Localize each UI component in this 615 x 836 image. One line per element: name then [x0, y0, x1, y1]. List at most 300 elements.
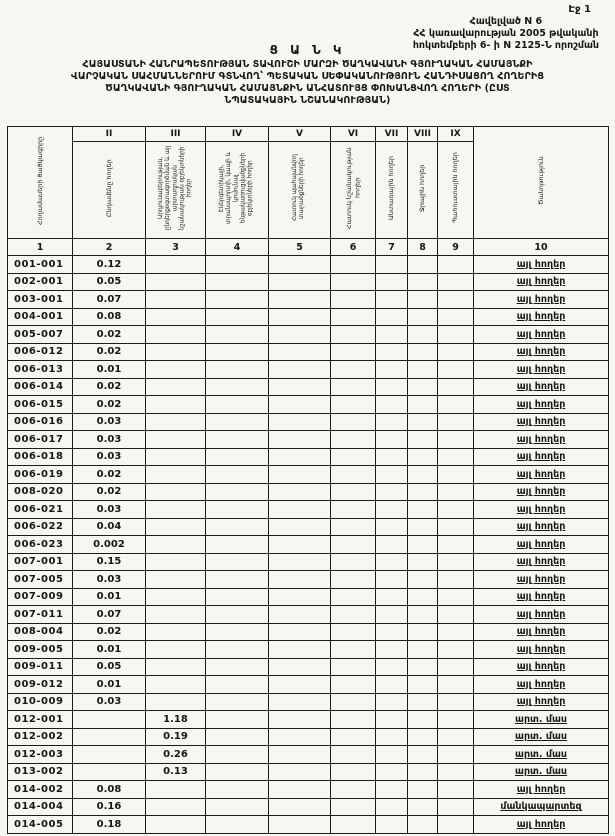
cell-reserve	[438, 343, 474, 361]
header-label-energy: Էներգետիկայի, տրանսպորտի, կապի և կոմունալ ենթակառուցվածքների օբյեկտների հողեր	[219, 151, 254, 225]
cell-forest	[376, 273, 408, 291]
cell-water	[408, 413, 438, 431]
table-row	[8, 763, 609, 781]
cell-energy	[206, 781, 269, 799]
table-row	[8, 641, 609, 659]
cell-energy	[206, 676, 269, 694]
cell-forest	[376, 308, 408, 326]
cell-water	[408, 396, 438, 414]
cell-protected	[269, 676, 331, 694]
cell-protected	[269, 518, 331, 536]
table-row	[8, 623, 609, 641]
cell-energy	[206, 501, 269, 519]
cell-note: արտ. մաս	[474, 711, 609, 729]
cell-protected	[269, 816, 331, 834]
cell-forest	[376, 431, 408, 449]
table-row	[8, 588, 609, 606]
header-cell-protected	[269, 142, 331, 239]
cell-special	[331, 798, 376, 816]
header-cell-total	[73, 142, 146, 239]
cell-total: 0.01	[73, 588, 146, 606]
cell-total: 0.03	[73, 693, 146, 711]
cell-note: այլ հողեր	[474, 431, 609, 449]
cell-forest	[376, 396, 408, 414]
table-row	[8, 273, 609, 291]
cell-industrial	[146, 553, 206, 571]
cell-note: այլ հողեր	[474, 448, 609, 466]
cell-special	[331, 746, 376, 764]
cell-energy	[206, 431, 269, 449]
cell-note: այլ հողեր	[474, 378, 609, 396]
cell-protected	[269, 746, 331, 764]
cell-code: 006-021	[8, 501, 73, 519]
cell-protected	[269, 291, 331, 309]
cell-special	[331, 571, 376, 589]
table-row	[8, 256, 609, 274]
cell-protected	[269, 641, 331, 659]
cell-protected	[269, 536, 331, 554]
cell-total: 0.01	[73, 641, 146, 659]
cell-total: 0.08	[73, 781, 146, 799]
cell-total: 0.002	[73, 536, 146, 554]
cell-forest	[376, 518, 408, 536]
cell-reserve	[438, 728, 474, 746]
cell-water	[408, 658, 438, 676]
cell-special	[331, 431, 376, 449]
cell-note: արտ. մաս	[474, 746, 609, 764]
cell-protected	[269, 396, 331, 414]
cell-special	[331, 361, 376, 379]
cell-reserve	[438, 273, 474, 291]
cell-water	[408, 431, 438, 449]
table-row	[8, 746, 609, 764]
cell-forest	[376, 606, 408, 624]
cell-industrial	[146, 378, 206, 396]
cell-special	[331, 483, 376, 501]
table-row	[8, 343, 609, 361]
cell-forest	[376, 536, 408, 554]
cell-total: 0.04	[73, 518, 146, 536]
cell-water	[408, 448, 438, 466]
cell-code: 009-012	[8, 676, 73, 694]
cell-code: 010-009	[8, 693, 73, 711]
cell-special	[331, 501, 376, 519]
cell-industrial	[146, 501, 206, 519]
cell-protected	[269, 343, 331, 361]
cell-code: 014-002	[8, 781, 73, 799]
cell-special	[331, 448, 376, 466]
cell-note: այլ հողեր	[474, 273, 609, 291]
cell-code: 012-002	[8, 728, 73, 746]
table-row	[8, 798, 609, 816]
cell-code: 013-002	[8, 763, 73, 781]
cell-special	[331, 536, 376, 554]
land-parcels-table	[7, 126, 609, 834]
cell-reserve	[438, 798, 474, 816]
header-label-protected: Հատուկ պահպանվող տարածքների հողեր	[292, 154, 306, 222]
cell-forest	[376, 291, 408, 309]
cell-reserve	[438, 483, 474, 501]
cell-forest	[376, 746, 408, 764]
cell-forest	[376, 413, 408, 431]
cell-code: 014-005	[8, 816, 73, 834]
cell-water	[408, 728, 438, 746]
cell-water	[408, 343, 438, 361]
cell-total	[73, 763, 146, 781]
cell-protected	[269, 308, 331, 326]
table-row	[8, 676, 609, 694]
cell-code: 012-003	[8, 746, 73, 764]
table-row	[8, 326, 609, 344]
roman-numeral: IV	[206, 127, 269, 142]
table-row	[8, 816, 609, 834]
cell-reserve	[438, 676, 474, 694]
cell-energy	[206, 693, 269, 711]
cell-note: արտ. մաս	[474, 763, 609, 781]
column-number: 2	[73, 239, 146, 256]
cell-protected	[269, 466, 331, 484]
cell-code: 007-005	[8, 571, 73, 589]
table-row	[8, 693, 609, 711]
cell-industrial	[146, 361, 206, 379]
cell-special	[331, 763, 376, 781]
cell-energy	[206, 413, 269, 431]
cell-protected	[269, 711, 331, 729]
column-number: 5	[269, 239, 331, 256]
cell-protected	[269, 501, 331, 519]
cell-energy	[206, 711, 269, 729]
column-number: 8	[408, 239, 438, 256]
table-row	[8, 711, 609, 729]
cell-code: 002-001	[8, 273, 73, 291]
cell-special	[331, 641, 376, 659]
cell-note: այլ հողեր	[474, 676, 609, 694]
cell-industrial	[146, 571, 206, 589]
cell-reserve	[438, 378, 474, 396]
cell-special	[331, 396, 376, 414]
cell-special	[331, 658, 376, 676]
cell-code: 006-018	[8, 448, 73, 466]
header-cell-industrial	[146, 142, 206, 239]
cell-total: 0.02	[73, 623, 146, 641]
cell-total: 0.08	[73, 308, 146, 326]
cell-forest	[376, 781, 408, 799]
cell-total: 0.01	[73, 361, 146, 379]
cell-total: 0.01	[73, 676, 146, 694]
table-row	[8, 431, 609, 449]
header-label-special: Հատուկ նշանակության հողեր	[344, 147, 361, 229]
cell-energy	[206, 273, 269, 291]
header-cell-energy	[206, 142, 269, 239]
annex-line: Հավելված N 6	[469, 16, 543, 27]
cell-note: այլ հողեր	[474, 396, 609, 414]
cell-note: այլ հողեր	[474, 466, 609, 484]
header-cell-reserve	[438, 142, 474, 239]
cell-total: 0.12	[73, 256, 146, 274]
cell-industrial	[146, 291, 206, 309]
cell-industrial: 0.19	[146, 728, 206, 746]
cell-special	[331, 518, 376, 536]
cell-water	[408, 378, 438, 396]
cell-forest	[376, 466, 408, 484]
cell-energy	[206, 746, 269, 764]
cell-code: 008-020	[8, 483, 73, 501]
column-number: 1	[8, 239, 73, 256]
cell-protected	[269, 571, 331, 589]
roman-numeral: VIII	[408, 127, 438, 142]
cell-energy	[206, 816, 269, 834]
cell-water	[408, 676, 438, 694]
cell-reserve	[438, 326, 474, 344]
cell-water	[408, 273, 438, 291]
cell-protected	[269, 606, 331, 624]
cell-code: 006-019	[8, 466, 73, 484]
column-number-row	[8, 239, 609, 256]
cell-industrial	[146, 483, 206, 501]
cell-note: այլ հողեր	[474, 501, 609, 519]
header-label-industrial: Արդյունաբերության, ընդերքօգտագործման և այլ արտադրական նշանակության օբյեկտների հողեր	[157, 145, 193, 231]
cell-industrial	[146, 308, 206, 326]
cell-energy	[206, 378, 269, 396]
cell-energy	[206, 553, 269, 571]
cell-forest	[376, 711, 408, 729]
table-row	[8, 361, 609, 379]
header-cell-forest	[376, 142, 408, 239]
cell-energy	[206, 308, 269, 326]
cell-water	[408, 361, 438, 379]
cell-forest	[376, 343, 408, 361]
cell-industrial	[146, 273, 206, 291]
cell-industrial	[146, 326, 206, 344]
cell-reserve	[438, 571, 474, 589]
cell-energy	[206, 396, 269, 414]
cell-water	[408, 553, 438, 571]
cell-water	[408, 571, 438, 589]
cell-industrial	[146, 658, 206, 676]
cell-reserve	[438, 693, 474, 711]
annex-line: հոկտեմբերի 6- ի N 2125-Ն որոշման	[412, 39, 599, 51]
cell-code: 008-004	[8, 623, 73, 641]
cell-total: 0.02	[73, 466, 146, 484]
cell-code: 006-012	[8, 343, 73, 361]
cell-industrial	[146, 676, 206, 694]
cell-reserve	[438, 588, 474, 606]
cell-water	[408, 501, 438, 519]
cell-forest	[376, 448, 408, 466]
cell-note: այլ հողեր	[474, 658, 609, 676]
cell-note: այլ հողեր	[474, 483, 609, 501]
cell-reserve	[438, 501, 474, 519]
cell-reserve	[438, 291, 474, 309]
cell-code: 005-007	[8, 326, 73, 344]
cell-reserve	[438, 466, 474, 484]
cell-total: 0.02	[73, 343, 146, 361]
table-row	[8, 518, 609, 536]
cell-code: 006-015	[8, 396, 73, 414]
cell-energy	[206, 641, 269, 659]
header-label-forest: Անտառային հողեր	[387, 156, 396, 220]
cell-code: 006-013	[8, 361, 73, 379]
cell-reserve	[438, 256, 474, 274]
table-row	[8, 536, 609, 554]
column-number: 7	[376, 239, 408, 256]
cell-water	[408, 466, 438, 484]
cell-protected	[269, 781, 331, 799]
cell-industrial	[146, 466, 206, 484]
cell-water	[408, 623, 438, 641]
table-row	[8, 378, 609, 396]
cell-reserve	[438, 431, 474, 449]
cell-protected	[269, 588, 331, 606]
cell-total	[73, 711, 146, 729]
cell-special	[331, 588, 376, 606]
table-row	[8, 396, 609, 414]
cell-water	[408, 693, 438, 711]
cell-energy	[206, 571, 269, 589]
cell-code: 012-001	[8, 711, 73, 729]
cell-forest	[376, 798, 408, 816]
cell-reserve	[438, 763, 474, 781]
cell-energy	[206, 256, 269, 274]
cell-energy	[206, 466, 269, 484]
cell-reserve	[438, 816, 474, 834]
cell-special	[331, 606, 376, 624]
table-row	[8, 606, 609, 624]
cell-forest	[376, 641, 408, 659]
cell-note: այլ հողեր	[474, 413, 609, 431]
cell-protected	[269, 623, 331, 641]
cell-industrial	[146, 693, 206, 711]
cell-forest	[376, 571, 408, 589]
cell-energy	[206, 763, 269, 781]
cell-industrial	[146, 431, 206, 449]
cell-note: այլ հողեր	[474, 308, 609, 326]
header-label-reserve: Պահուստային հողեր	[451, 152, 460, 224]
cell-forest	[376, 763, 408, 781]
cell-note: այլ հողեր	[474, 641, 609, 659]
cell-industrial: 1.18	[146, 711, 206, 729]
cell-note: այլ հողեր	[474, 256, 609, 274]
cell-reserve	[438, 518, 474, 536]
cell-special	[331, 728, 376, 746]
cell-total: 0.02	[73, 326, 146, 344]
cell-water	[408, 518, 438, 536]
cell-note: արտ. մաս	[474, 728, 609, 746]
cell-forest	[376, 256, 408, 274]
cell-special	[331, 466, 376, 484]
cell-special	[331, 623, 376, 641]
column-number: 9	[438, 239, 474, 256]
table-row	[8, 781, 609, 799]
cell-total: 0.07	[73, 606, 146, 624]
cell-special	[331, 816, 376, 834]
cell-code: 006-014	[8, 378, 73, 396]
cell-protected	[269, 693, 331, 711]
cell-code: 009-011	[8, 658, 73, 676]
cell-protected	[269, 728, 331, 746]
cell-energy	[206, 728, 269, 746]
cell-energy	[206, 658, 269, 676]
cell-code: 007-009	[8, 588, 73, 606]
cell-water	[408, 816, 438, 834]
cell-reserve	[438, 361, 474, 379]
cell-note: այլ հողեր	[474, 571, 609, 589]
cell-water	[408, 291, 438, 309]
table-row	[8, 658, 609, 676]
cell-reserve	[438, 746, 474, 764]
cell-water	[408, 483, 438, 501]
cell-water	[408, 308, 438, 326]
cell-industrial	[146, 256, 206, 274]
annex-line: ՀՀ կառավարության 2005 թվականի	[413, 27, 599, 39]
table-row	[8, 571, 609, 589]
cell-protected	[269, 483, 331, 501]
cell-forest	[376, 378, 408, 396]
cell-special	[331, 326, 376, 344]
cell-protected	[269, 378, 331, 396]
cell-industrial	[146, 816, 206, 834]
cell-total: 0.02	[73, 378, 146, 396]
header-label-notes: Ծանոթություն	[536, 156, 545, 206]
cell-water	[408, 763, 438, 781]
cell-code: 003-001	[8, 291, 73, 309]
cell-water	[408, 256, 438, 274]
cell-special	[331, 711, 376, 729]
cell-energy	[206, 361, 269, 379]
cell-forest	[376, 326, 408, 344]
cell-forest	[376, 623, 408, 641]
cell-industrial	[146, 413, 206, 431]
cell-energy	[206, 291, 269, 309]
cell-total: 0.03	[73, 431, 146, 449]
cell-total: 0.07	[73, 291, 146, 309]
cell-water	[408, 606, 438, 624]
cell-energy	[206, 606, 269, 624]
cell-note: այլ հողեր	[474, 781, 609, 799]
cell-reserve	[438, 623, 474, 641]
table-body	[8, 256, 609, 834]
roman-numeral: IX	[438, 127, 474, 142]
cell-protected	[269, 273, 331, 291]
table-row	[8, 501, 609, 519]
cell-protected	[269, 763, 331, 781]
cell-forest	[376, 588, 408, 606]
cell-protected	[269, 798, 331, 816]
cell-special	[331, 291, 376, 309]
cell-note: այլ հողեր	[474, 553, 609, 571]
subtitle-line: ՎԱՐՉԱԿԱՆ ՍԱՀՄԱՆՆԵՐՈՒՄ ԳՏՆՎՈՂ՝ ՊԵՏԱԿԱՆ ՍԵՓԱԿԱՆՈՒԹՅՈՒՆ ՀԱՆԴԻՍԱՑՈՂ ՀՈՂԵՐԻՑ	[70, 70, 545, 82]
cell-water	[408, 746, 438, 764]
table-row	[8, 308, 609, 326]
cell-special	[331, 256, 376, 274]
cell-forest	[376, 816, 408, 834]
cell-industrial	[146, 641, 206, 659]
cell-protected	[269, 658, 331, 676]
cell-industrial	[146, 781, 206, 799]
cell-reserve	[438, 553, 474, 571]
cell-forest	[376, 658, 408, 676]
cell-note: այլ հողեր	[474, 518, 609, 536]
cell-special	[331, 343, 376, 361]
cell-reserve	[438, 711, 474, 729]
cell-note: այլ հողեր	[474, 816, 609, 834]
header-label-code: Հողամասերի ծածկագիրը	[35, 136, 44, 226]
cell-protected	[269, 326, 331, 344]
cell-code: 014-004	[8, 798, 73, 816]
header-label-total: Ընդամենը հողեր	[104, 159, 113, 217]
cell-note: այլ հողեր	[474, 536, 609, 554]
cell-industrial	[146, 606, 206, 624]
